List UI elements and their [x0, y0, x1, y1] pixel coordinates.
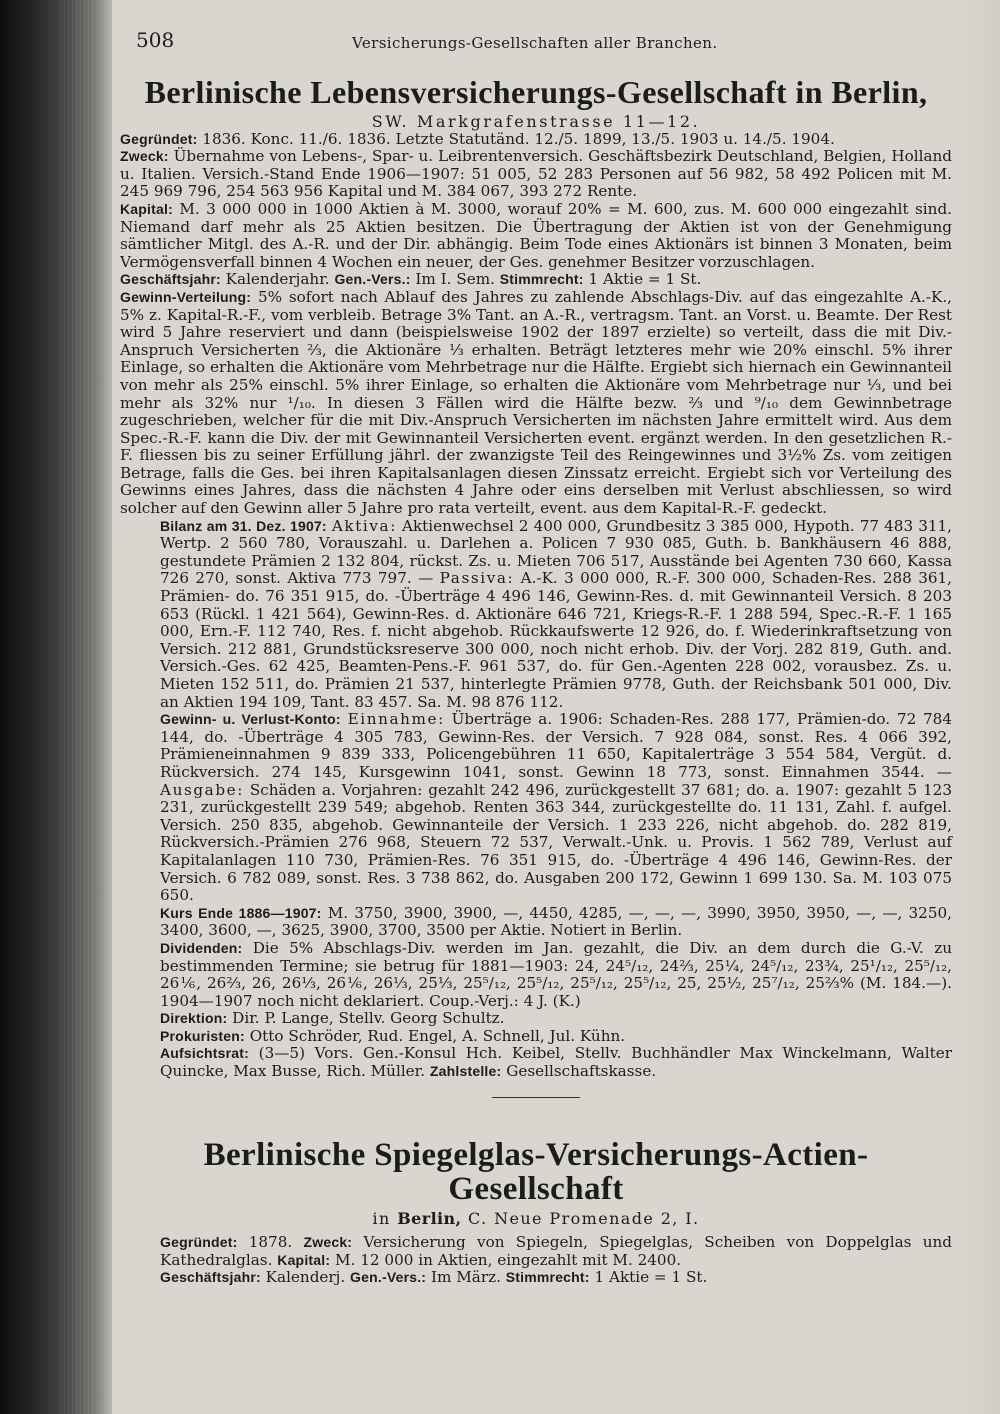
address-street: C. Neue Promenade 2, I.	[468, 1208, 700, 1228]
paying-agent-label: Zahlstelle:	[429, 1063, 502, 1080]
balance-label: Bilanz am 31. Dez. 1907:	[160, 517, 327, 534]
share-price-entry	[120, 905, 952, 940]
address-city: Berlin,	[397, 1208, 462, 1228]
purpose-text: Übernahme von Lebens-, Spar- u. Leibrentenversich. Geschäftsbezirk Deutschland, Belgien, Holland u. Italien. Versich.-Stand Ende 1906—1907: 51 005, 52 283 Personen auf 56 982, 58 492 Policen mit M. 245 969 796, 254 563 956 Kapital und M. 384 067, 393 272 Rente.	[120, 147, 952, 201]
balance-entry	[120, 518, 952, 712]
share-price-text: M. 3750, 3900, 3900, —, 4450, 4285, —, —, —, 3990, 3950, 3950, —, —, 3250, 3400, 3600, —, 3625, 3900, 3700, 3500 per Aktie. Notiert in Berlin.	[160, 903, 953, 940]
c2-founded-text: 1878.	[248, 1232, 293, 1251]
c2-founded-entry	[120, 1234, 952, 1269]
section-divider	[492, 1097, 580, 1098]
company2-body	[120, 1234, 952, 1287]
capital-entry	[120, 201, 952, 271]
company1-body	[120, 131, 952, 1081]
fiscal-entry	[120, 271, 952, 289]
expense-word: Ausgabe:	[160, 780, 244, 799]
founded-entry	[120, 131, 952, 149]
share-price-label: Kurs Ende 1886—1907:	[160, 904, 322, 921]
supervisory-board-label: Aufsichtsrat:	[160, 1045, 249, 1062]
company1-title: Berlinische Lebensversicherungs-Gesellschaft in Berlin,	[144, 74, 928, 110]
expense-text: Schäden a. Vorjahren: gezahlt 242 496, zurückgestellt 37 681; do. a. 1907: gezahlt 5 123 231, zurückgestellt 239 549; abgehob. Renten 363 344, zurückgestellte do. 11 131, Zahl. f. aufgel. Versich. 250 835, abgehob. Gewinnanteile der Versich. 1 233 226, nicht abgehob. do. 282 819, Rückversich.-Prämien 276 968, Steuern 72 537, Verwalt.-Unk. u. Provis. 1 562 789, Verlust auf Kapitalanlagen 110 730, Prämien-Res. 76 351 915, do. -Überträge 4 496 146, Gewinn-Res. der Versich. 6 782 089, sonst. Res. 3 738 862, do. Ausgaben 200 172, Gewinn 1 699 130. Sa. M. 103 075 650.	[160, 780, 952, 905]
capital-label: Kapital:	[120, 200, 173, 217]
c2-capital-label: Kapital:	[277, 1251, 331, 1268]
general-meeting-text: Im I. Sem.	[415, 270, 495, 289]
page-number: 508	[136, 28, 175, 52]
assets-word: Aktiva:	[331, 516, 397, 535]
page-edges	[60, 0, 112, 1414]
management-text: Dir. P. Lange, Stellv. Georg Schultz.	[232, 1009, 505, 1028]
dividends-entry	[120, 940, 952, 1010]
c2-fiscal-entry	[120, 1269, 952, 1287]
purpose-entry	[120, 148, 952, 201]
fiscal-year-text: Kalenderjahr.	[225, 270, 330, 289]
income-text: Überträge a. 1906: Schaden-Res. 288 177, Prämien-do. 72 784 144, do. -Überträge 4 305 783, Gewinn-Res. der Versich. 7 928 084, sonst. Res. 4 066 392, Prämieneinnahmen 9 839 333, Policengebühren 11 650, Kapitalerträge 3 554 584, Vergüt. d. Rückversich. 274 145, Kursgewinn 1041, sonst. Gewinn 18 773, sonst. Einnahmen 3544. —	[160, 710, 952, 781]
company1-address: SW. Markgrafenstrasse 11—12.	[371, 111, 701, 131]
founded-text: 1836. Konc. 11./6. 1836. Letzte Statutänd. 12./5. 1899, 13./5. 1903 u. 14./5. 1904.	[202, 129, 835, 148]
running-head: Versicherungs-Gesellschaften aller Branchen.	[352, 34, 718, 52]
general-meeting-label: Gen.-Vers.:	[334, 271, 411, 288]
c2-voting-right-text: 1 Aktie = 1 St.	[594, 1268, 708, 1287]
document-page	[120, 22, 952, 1402]
right-margin	[960, 0, 1000, 1414]
management-label: Direktion:	[160, 1010, 228, 1027]
supervisory-board-text: (3—5) Vors. Gen.-Konsul Hch. Keibel, Stellv. Buchhändler Max Winckelmann, Walter Quincke, Max Busse, Rich. Müller.	[160, 1044, 953, 1081]
profit-loss-label: Gewinn- u. Verlust-Konto:	[160, 711, 341, 728]
profit-loss-entry	[120, 711, 952, 905]
c2-fiscal-year-text: Kalenderj.	[265, 1268, 346, 1287]
capital-text: M. 3 000 000 in 1000 Aktien à M. 3000, worauf 20% = M. 600, zus. M. 600 000 eingezahlt sind. Niemand darf mehr als 25 Aktien besitzen. Die Übertragung der Aktien ist von der Genehmigung sämtlicher Mitgl. des A.-R. und der Dir. abhängig. Beim Tode eines Aktionärs ist binnen 3 Monaten, beim Vermögensverfall binnen 4 Wochen ein neuer, der Ges. genehmer Besitzer vorzuschlagen.	[120, 199, 952, 271]
management-entry	[120, 1010, 952, 1028]
paying-agent-text: Gesellschaftskasse.	[506, 1062, 657, 1081]
company2-address	[120, 1209, 952, 1228]
c2-voting-right-label: Stimmrecht:	[505, 1269, 590, 1286]
page-header	[120, 22, 952, 62]
company2-title: Berlinische Spiegelglas-Versicherungs-Actien-Gesellschaft	[203, 1136, 869, 1208]
profit-distribution-label: Gewinn-Verteilung:	[120, 288, 252, 305]
purpose-label: Zweck:	[120, 148, 169, 165]
founded-label: Gegründet:	[120, 130, 198, 147]
c2-founded-label: Gegründet:	[160, 1233, 238, 1250]
proxies-entry	[120, 1028, 952, 1046]
voting-right-text: 1 Aktie = 1 St.	[588, 270, 702, 289]
proxies-text: Otto Schröder, Rud. Engel, A. Schnell, Jul. Kühn.	[249, 1026, 626, 1045]
liabilities-word: Passiva:	[439, 569, 515, 588]
profit-distribution-text: 5% sofort nach Ablauf des Jahres zu zahlende Abschlags-Div. auf das eingezahlte A.-K., 5% z. Kapital-R.-F., vom verbleib. Betrage 3% Tant. an A.-R., vertragsm. Tant. an Vorst. u. Beamte. Der Rest wird 5 Jahre reserviert und dann (beispielsweise 1902 der 1897 erzielte) so verteilt, dass die mit Div.-Anspruch Versicherten ⅔, die Aktionäre ⅓ erhalten. Beträgt letzteres mehr wie 20% einschl. 5% ihrer Einlage, so erhalten die Aktionäre vom Mehrbetrage nur die Hälfte. Ergiebt sich hiernach ein Gewinnanteil von mehr als 25% einschl. 5% ihrer Einlage, so erhalten die Aktionäre vom Mehrbetrage nur ⅓, und bei mehr als 32% nur ¹/₁₀. In diesen 3 Fällen wird die Hälfte bezw. ⅔ und ⁹/₁₀ dem Gewinnbetrage zugeschrieben, welcher für die mit Div.-Anspruch Versicherten im nächsten Jahre ermittelt wird. Aus dem Spec.-R.-F. kann die Div. der mit Gewinnanteil Versicherten event. ergänzt werden. In den gesetzlichen R.-F. fliessen bis zu seiner Erfüllung jährl. der zwanzigste Teil des Reingewinnes und 3½% Zs. vom zeitigen Betrage, falls die Ges. bei ihren Kapitalsanlagen diesen Zinssatz erreicht. Ergiebt sich vor Verteilung des Gewinns eines Jahres, dass die nächsten 4 Jahre oder eins derselben mit Verlust abschliessen, so wird solcher auf den Gewinn aller 5 Jahre pro rata verteilt, event. aus dem Kapital-R.-F. gedeckt.	[120, 287, 952, 518]
income-word: Einnahme:	[347, 710, 445, 729]
voting-right-label: Stimmrecht:	[499, 271, 584, 288]
c2-capital-text: M. 12 000 in Aktien, eingezahlt mit M. 2400.	[335, 1250, 682, 1269]
address-prefix: in	[372, 1208, 391, 1228]
c2-general-meeting-label: Gen.-Vers.:	[350, 1269, 427, 1286]
dividends-label: Dividenden:	[160, 939, 243, 956]
c2-general-meeting-text: Im März.	[431, 1268, 501, 1287]
dividends-text: Die 5% Abschlags-Div. werden im Jan. gezahlt, die Div. an dem durch die G.-V. zu bestimmenden Termine; sie betrug für 1881—1903: 24, 24⁵/₁₂, 24⅔, 25¼, 24⁵/₁₂, 23¾, 25¹/₁₂, 25⁵/₁₂, 26⅙, 26⅔, 26, 26⅓, 26⅙, 26⅓, 25⅓, 25⁵/₁₂, 25⁵/₁₂, 25⁵/₁₂, 25⁵/₁₂, 25, 25½, 25⁷/₁₂, 25⅔% (M. 184.—). 1904—1907 noch nicht deklariert. Coup.-Verj.: 4 J. (K.)	[160, 938, 952, 1010]
balance-liabilities-text: A.-K. 3 000 000, R.-F. 300 000, Schaden-Res. 288 361, Prämien- do. 76 351 915, do. -Überträge 4 496 146, Gewinn-Res. d. mit Gewinnanteil Versich. 8 203 653 (Rückl. 1 421 564), Gewinn-Res. d. Aktionäre 646 721, Kriegs-R.-F. 1 288 594, Spec.-R.-F. 1 165 000, Ern.-F. 112 740, Res. f. nicht abgehob. Rückkaufswerte 12 926, do. f. Wiederinkraftsetzung von Versich. 212 881, Grundstücksreserve 300 000, noch nicht erhob. Div. der Vorj. 282 819, Guth. and. Versich.-Ges. 62 425, Beamten-Pens.-F. 961 537, do. für Gen.-Agenten 228 002, vorausbez. Zs. u. Mieten 152 511, do. Prämien 21 537, hinterlegte Prämien 9778, Guth. der Reichsbank 501 000, Div. an Aktien 194 109, Tant. 83 457. Sa. M. 98 876 112.	[160, 569, 953, 711]
c2-purpose-label: Zweck:	[303, 1233, 353, 1250]
c2-fiscal-year-label: Geschäftsjahr:	[160, 1269, 261, 1286]
supervisory-board-entry	[120, 1045, 952, 1080]
balance-assets-text: Aktienwechsel 2 400 000, Grundbesitz 3 385 000, Hypoth. 77 483 311, Wertp. 2 560 780, Vorauszahl. u. Darlehen a. Policen 7 930 085, Guth. b. Bankhäusern 46 888, gestundete Prämien 2 132 804, rückst. Zs. u. Mieten 706 517, Ausstände bei Agenten 730 660, Kassa 726 270, sonst. Aktiva 773 797. —	[160, 516, 953, 588]
c2-purpose-text: Versicherung von Spiegeln, Spiegelglas, Scheiben von Doppelglas und Kathedralglas.	[160, 1232, 953, 1269]
profit-distribution-entry	[120, 289, 952, 518]
proxies-label: Prokuristen:	[160, 1027, 245, 1044]
fiscal-year-label: Geschäftsjahr:	[120, 271, 221, 288]
